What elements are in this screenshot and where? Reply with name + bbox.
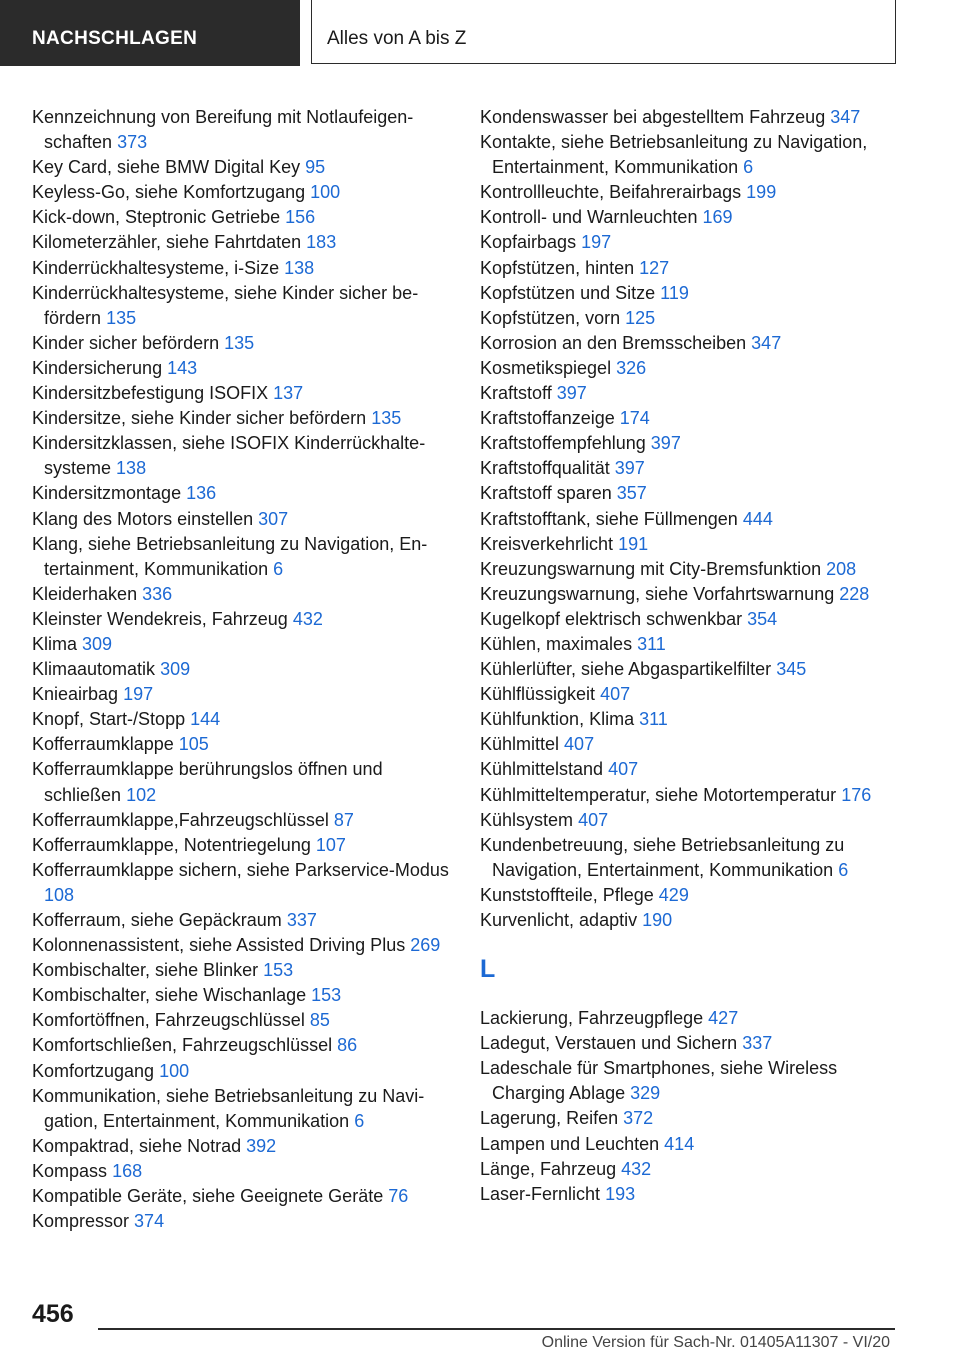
chapter-title: Alles von A bis Z — [311, 0, 896, 64]
page-reference-link[interactable]: 6 — [743, 157, 754, 178]
index-term: Kofferraumklappe,Fahrzeugschlüssel — [32, 809, 329, 830]
page-reference-link[interactable]: 429 — [658, 884, 689, 905]
page-reference-link[interactable]: 168 — [112, 1160, 143, 1181]
index-entry — [32, 632, 452, 657]
index-entry — [32, 933, 452, 958]
page-reference-link[interactable]: 347 — [751, 332, 782, 353]
index-term: Kofferraumklappe berührungslos öffnen und schließen — [32, 759, 383, 805]
index-term: Kreuzungswarnung mit City-Bremsfunktion — [480, 558, 822, 579]
page-reference-link[interactable]: 174 — [619, 408, 650, 429]
page-reference-link[interactable]: 427 — [708, 1008, 739, 1029]
index-term: Kraftstoffanzeige — [480, 408, 615, 429]
index-term: Komfortschließen, Fahrzeugschlüssel — [32, 1035, 333, 1056]
page-reference-link[interactable]: 326 — [616, 357, 647, 378]
page-reference-link[interactable]: 309 — [160, 659, 191, 680]
index-term: Ladegut, Verstauen und Sichern — [480, 1033, 738, 1054]
index-entry — [32, 1059, 452, 1084]
index-entry — [480, 456, 910, 481]
index-term: Kühlfunktion, Klima — [480, 709, 635, 730]
index-term: Kurvenlicht, adaptiv — [480, 910, 638, 930]
index-term: Kopfstützen, hinten — [480, 257, 635, 278]
index-term: Kennzeichnung von Bereifung mit Notlaufeigenschaften — [32, 107, 414, 153]
page-reference-link[interactable]: 208 — [826, 558, 857, 579]
index-entry — [480, 783, 910, 808]
index-entry — [480, 582, 910, 607]
index-term: Kühlen, maximales — [480, 633, 633, 654]
page-reference-link[interactable]: 309 — [82, 633, 113, 654]
index-term: Klima — [32, 633, 78, 654]
index-entry — [480, 1006, 910, 1031]
index-entry — [32, 707, 452, 732]
index-term: Kick-down, Steptronic Getriebe — [32, 207, 281, 228]
page-reference-link[interactable]: 407 — [578, 809, 609, 830]
page-reference-link[interactable]: 373 — [117, 132, 148, 153]
page-reference-link[interactable]: 191 — [618, 533, 649, 554]
index-term: Key Card, siehe BMW Digital Key — [32, 157, 301, 178]
index-term: Kontroll- und Warnleuchten — [480, 207, 698, 228]
index-term: Kraftstoffempfehlung — [480, 433, 646, 454]
index-column-right — [480, 105, 910, 1207]
page-reference-link[interactable]: 354 — [747, 608, 778, 629]
index-entry — [480, 757, 910, 782]
page-reference-link[interactable]: 156 — [285, 207, 316, 228]
page-reference-link[interactable]: 407 — [608, 759, 639, 780]
page-reference-link[interactable]: 6 — [354, 1110, 365, 1131]
index-term: Kolonnenassistent, siehe Assisted Driving Plus — [32, 935, 406, 956]
index-entry — [32, 180, 452, 205]
index-entry — [480, 682, 910, 707]
index-entry — [480, 707, 910, 732]
index-term: Kindersitze, siehe Kinder sicher befördern — [32, 408, 367, 429]
page-reference-link[interactable]: 144 — [190, 709, 221, 730]
index-entry — [32, 1008, 452, 1033]
index-entry — [480, 431, 910, 456]
page-reference-link[interactable]: 197 — [581, 232, 612, 253]
footer-source: Online Version für Sach-Nr. 01405A11307 - VI/20 — [541, 1334, 890, 1351]
index-entry — [32, 808, 452, 833]
index-entry — [480, 1106, 910, 1131]
index-entry — [32, 1159, 452, 1184]
index-entry — [32, 657, 452, 682]
page-reference-link[interactable]: 197 — [123, 684, 154, 705]
index-entry — [480, 381, 910, 406]
index-entry — [480, 1056, 910, 1106]
index-term: Kombischalter, siehe Wischanlage — [32, 985, 307, 1006]
index-entry — [480, 1031, 910, 1056]
index-term: Kilometerzähler, siehe Fahrtdaten — [32, 232, 302, 253]
page-reference-link[interactable]: 135 — [224, 332, 255, 353]
index-entry — [32, 983, 452, 1008]
page-reference-link[interactable]: 105 — [178, 734, 209, 755]
page-number: 456 — [32, 1300, 74, 1328]
page-reference-link[interactable]: 143 — [167, 357, 198, 378]
index-term: Länge, Fahrzeug — [480, 1158, 617, 1179]
page-reference-link[interactable]: 153 — [263, 960, 294, 981]
index-term: Kopfairbags — [480, 232, 577, 253]
index-entry — [480, 833, 910, 883]
page-reference-link[interactable]: 329 — [630, 1083, 661, 1104]
page-reference-link[interactable]: 414 — [664, 1133, 695, 1154]
index-term: Kombischalter, siehe Blinker — [32, 960, 259, 981]
index-term: Kompaktrad, siehe Notrad — [32, 1135, 242, 1156]
page-reference-link[interactable]: 136 — [186, 483, 217, 504]
page-reference-link[interactable]: 95 — [305, 157, 326, 178]
index-entry — [480, 281, 910, 306]
page-reference-link[interactable]: 397 — [614, 458, 645, 479]
page-reference-link[interactable]: 6 — [838, 859, 849, 880]
index-entry — [32, 607, 452, 632]
index-entry — [32, 682, 452, 707]
index-entry — [32, 1084, 452, 1134]
index-term: Kopfstützen und Sitze — [480, 282, 656, 303]
index-entry — [480, 180, 910, 205]
index-entry — [480, 532, 910, 557]
index-entry — [32, 1184, 452, 1209]
page-reference-link[interactable]: 102 — [126, 784, 157, 805]
page-reference-link[interactable]: 374 — [134, 1211, 165, 1232]
index-term: Kreisverkehrlicht — [480, 533, 614, 554]
index-term: Kühlflüssigkeit — [480, 684, 596, 705]
index-entry — [32, 155, 452, 180]
index-term: Kindersitzbefestigung ISOFIX — [32, 383, 269, 404]
index-term: Kinder sicher befördern — [32, 332, 220, 353]
index-entry — [32, 406, 452, 431]
page-reference-link[interactable]: 119 — [660, 282, 689, 303]
index-entry — [480, 205, 910, 230]
index-term: Kühlerlüfter, siehe Abgaspartikelfilter — [480, 659, 772, 680]
index-entry — [32, 908, 452, 933]
index-entry — [480, 1157, 910, 1182]
index-entry — [480, 808, 910, 833]
page-reference-link[interactable]: 337 — [286, 910, 317, 930]
page-reference-link[interactable]: 190 — [642, 910, 673, 930]
index-term: Kofferraumklappe — [32, 734, 174, 755]
page-reference-link[interactable]: 138 — [116, 458, 147, 479]
page-reference-link[interactable]: 138 — [284, 257, 315, 278]
page-reference-link[interactable]: 6 — [273, 558, 284, 579]
index-term: Klang, siehe Betriebsanleitung zu Navigation, Entertainment, Kommunikation — [32, 533, 428, 579]
index-term: Kindersicherung — [32, 357, 163, 378]
page-reference-link[interactable]: 357 — [616, 483, 647, 504]
page-reference-link[interactable]: 176 — [841, 784, 872, 805]
page-reference-link[interactable]: 135 — [106, 307, 137, 328]
index-entry — [32, 1209, 452, 1234]
index-entry — [480, 883, 910, 908]
page-reference-link[interactable]: 269 — [410, 935, 441, 956]
page-reference-link[interactable]: 85 — [309, 1010, 330, 1031]
index-entry — [32, 230, 452, 255]
index-entry — [480, 130, 910, 180]
index-term: Kinderrückhaltesysteme, siehe Kinder sicher befördern — [32, 282, 419, 328]
index-entry — [480, 356, 910, 381]
section-tab: NACHSCHLAGEN — [0, 0, 300, 66]
page-reference-link[interactable]: 372 — [623, 1108, 654, 1129]
index-term: Laser-Fernlicht — [480, 1183, 601, 1204]
index-term: Kühlmittelstand — [480, 759, 604, 780]
index-entry — [32, 381, 452, 406]
index-entry — [480, 1182, 910, 1207]
index-letter-heading: L — [480, 955, 496, 984]
page-reference-link[interactable]: 397 — [650, 433, 681, 454]
index-entry — [32, 431, 452, 481]
index-entry — [32, 256, 452, 281]
index-term: Keyless-Go, siehe Komfortzugang — [32, 182, 306, 203]
page-reference-link[interactable]: 125 — [625, 307, 656, 328]
index-entry — [32, 858, 452, 908]
index-term: Kondenswasser bei abgestelltem Fahrzeug — [480, 107, 826, 127]
page-reference-link[interactable]: 135 — [371, 408, 402, 429]
index-column-left — [32, 105, 452, 1234]
page-reference-link[interactable]: 87 — [333, 809, 354, 830]
index-entry — [32, 958, 452, 983]
page-reference-link[interactable]: 392 — [246, 1135, 277, 1156]
page-reference-link[interactable]: 336 — [142, 583, 173, 604]
index-entry — [480, 657, 910, 682]
index-entry — [32, 105, 452, 155]
index-term: Kopfstützen, vorn — [480, 307, 621, 328]
index-entry — [480, 331, 910, 356]
index-term: Kreuzungswarnung, siehe Vorfahrtswarnung — [480, 583, 835, 604]
index-term: Klimaautomatik — [32, 659, 156, 680]
index-entry — [480, 306, 910, 331]
page-reference-link[interactable]: 432 — [621, 1158, 652, 1179]
index-term: Kunststoffteile, Pflege — [480, 884, 654, 905]
index-entry — [480, 105, 910, 130]
page-reference-link[interactable]: 127 — [639, 257, 670, 278]
page-reference-link[interactable]: 100 — [159, 1060, 190, 1081]
index-entry — [480, 732, 910, 757]
index-term: Kinderrückhaltesysteme, i-Size — [32, 257, 280, 278]
page-reference-link[interactable]: 107 — [315, 834, 346, 855]
index-entry — [32, 732, 452, 757]
index-term: Kindersitzmontage — [32, 483, 182, 504]
index-term: Kompatible Geräte, siehe Geeignete Geräte — [32, 1186, 384, 1207]
page-reference-link[interactable]: 337 — [742, 1033, 773, 1054]
index-term: Kosmetikspiegel — [480, 357, 612, 378]
index-term: Kommunikation, siehe Betriebsanleitung zu Navigation, Entertainment, Kommunikation — [32, 1085, 425, 1131]
index-term: Kindersitzklassen, siehe ISOFIX Kinderrückhaltesysteme — [32, 433, 426, 479]
page-reference-link[interactable]: 397 — [556, 383, 587, 404]
page-reference-link[interactable]: 153 — [311, 985, 342, 1006]
index-entry — [480, 557, 910, 582]
page-reference-link[interactable]: 228 — [839, 583, 870, 604]
index-term: Knopf, Start-/Stopp — [32, 709, 186, 730]
index-entry — [480, 230, 910, 255]
index-term: Komfortöffnen, Fahrzeugschlüssel — [32, 1010, 305, 1031]
index-term: Klang des Motors einstellen — [32, 508, 254, 529]
index-entry — [32, 833, 452, 858]
page-reference-link[interactable]: 137 — [273, 383, 304, 404]
index-term: Kraftstoff sparen — [480, 483, 612, 504]
index-entry — [480, 908, 910, 933]
index-entry — [32, 331, 452, 356]
page-reference-link[interactable]: 183 — [306, 232, 337, 253]
index-term: Lackierung, Fahrzeugpflege — [480, 1008, 704, 1029]
index-entry — [32, 532, 452, 582]
index-entry — [32, 1033, 452, 1058]
page-reference-link[interactable]: 311 — [639, 709, 668, 730]
page-reference-link[interactable]: 311 — [637, 633, 666, 654]
index-term: Kraftstoffqualität — [480, 458, 610, 479]
page-reference-link[interactable]: 444 — [742, 508, 773, 529]
index-entry — [32, 757, 452, 807]
index-entry — [480, 406, 910, 431]
page-reference-link[interactable]: 199 — [746, 182, 777, 203]
index-term: Kühlsystem — [480, 809, 574, 830]
footer-divider — [98, 1328, 895, 1330]
page-reference-link[interactable]: 307 — [258, 508, 289, 529]
index-term: Kraftstofftank, siehe Füllmengen — [480, 508, 738, 529]
index-entry — [32, 507, 452, 532]
page-reference-link[interactable]: 407 — [564, 734, 595, 755]
index-term: Kraftstoff — [480, 383, 552, 404]
index-term: Kühlmitteltemperatur, siehe Motortemperatur — [480, 784, 837, 805]
page-reference-link[interactable]: 407 — [600, 684, 631, 705]
index-term: Knieairbag — [32, 684, 119, 705]
page-reference-link[interactable]: 100 — [310, 182, 341, 203]
index-entry — [32, 281, 452, 331]
index-term: Komfortzugang — [32, 1060, 155, 1081]
index-term: Kugelkopf elektrisch schwenkbar — [480, 608, 743, 629]
page-reference-link[interactable]: 169 — [702, 207, 733, 228]
index-entry — [32, 356, 452, 381]
index-entry — [32, 481, 452, 506]
index-term: Kleinster Wendekreis, Fahrzeug — [32, 608, 288, 629]
index-term: Kontakte, siehe Betriebsanleitung zu Navigation, Entertainment, Kommunikation — [480, 132, 868, 178]
index-term: Korrosion an den Bremsscheiben — [480, 332, 747, 353]
index-term: Kleiderhaken — [32, 583, 138, 604]
index-entry — [32, 205, 452, 230]
page-reference-link[interactable]: 347 — [830, 107, 861, 127]
index-term: Kontrollleuchte, Beifahrerairbags — [480, 182, 742, 203]
index-term: Kofferraumklappe sichern, siehe Parkservice-Modus — [32, 859, 449, 880]
index-term: Kofferraum, siehe Gepäckraum — [32, 910, 282, 930]
index-entry — [480, 481, 910, 506]
index-entry — [32, 1134, 452, 1159]
index-entry — [480, 1132, 910, 1157]
page-reference-link[interactable]: 108 — [44, 884, 75, 905]
index-term: Kundenbetreuung, siehe Betriebsanleitung zu Navigation, Entertainment, Kommunikation — [480, 834, 845, 880]
page-reference-link[interactable]: 432 — [292, 608, 323, 629]
page-reference-link[interactable]: 86 — [337, 1035, 358, 1056]
index-entry — [480, 632, 910, 657]
index-entry — [480, 256, 910, 281]
index-term: Kompass — [32, 1160, 108, 1181]
page-reference-link[interactable]: 193 — [605, 1183, 636, 1204]
page-reference-link[interactable]: 76 — [388, 1186, 409, 1207]
index-term: Ladeschale für Smartphones, siehe Wireless Charging Ablage — [480, 1058, 838, 1104]
page-reference-link[interactable]: 345 — [776, 659, 807, 680]
index-term: Kofferraumklappe, Notentriegelung — [32, 834, 311, 855]
index-entry — [480, 607, 910, 632]
index-term: Lagerung, Reifen — [480, 1108, 619, 1129]
index-term: Lampen und Leuchten — [480, 1133, 660, 1154]
index-term: Kompressor — [32, 1211, 130, 1232]
index-entry — [480, 507, 910, 532]
index-term: Kühlmittel — [480, 734, 560, 755]
page-header — [0, 0, 960, 66]
index-entry — [32, 582, 452, 607]
